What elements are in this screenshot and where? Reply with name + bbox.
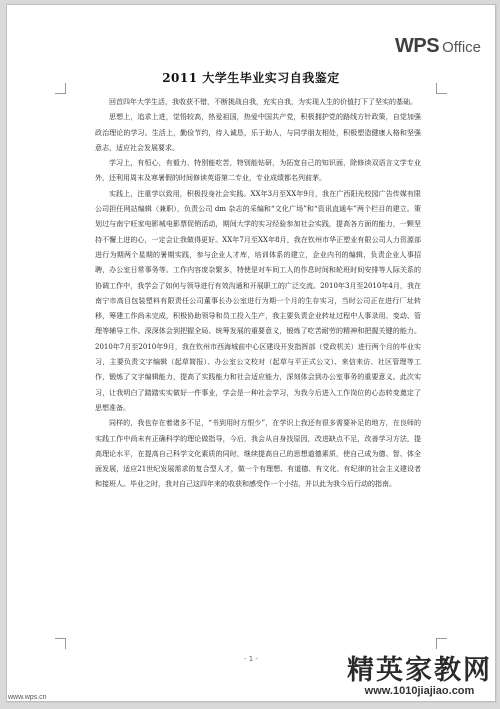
footer-url: www.wps.cn [8, 694, 47, 701]
paragraph-intro: 回首四年大学生活，我收获不错，不断挑战自我，充实自我，为实现人生的价值打下了坚实的基础。 [109, 98, 417, 106]
document-title: 2011 大学生毕业实习自我鉴定 [162, 71, 340, 85]
wps-logo-product: Office [442, 39, 481, 56]
paragraph-study: 学习上，有恒心，有毅力，特别能吃苦，特别能钻研，为拓宽自己的知识面，除修读双语言文学专业外，还利用周末及寒暑假的时间修读英语第二专业，专业成绩都名列前茅。 [95, 159, 421, 183]
paragraph-ideology: 思想上，追求上进，觉悟较高，热爱祖国，热爱中国共产党，积极拥护党的路线方针政策，自觉加强政治理论的学习。生活上，勤俭节约，待人诚恳，乐于助人，与同学朋友相处，积极塑造健康人格和坚强意志，适应社会发展要求。 [95, 113, 421, 152]
page-number: - 1 - [244, 655, 258, 663]
document-page [6, 4, 496, 702]
watermark-text: 精英家教网 [347, 655, 492, 686]
watermark-url: www.1010jiajiao.com [364, 685, 475, 697]
crop-mark-bottom-left [55, 638, 66, 649]
site-watermark [347, 648, 492, 697]
document-body [95, 95, 421, 493]
wps-logo-brand: WPS [395, 35, 440, 57]
paragraph-practice: 实践上，注重学以致用，积极投身社会实践。XX年3月至XX年9月，我在广西阳光校园广告传媒有限公司担任网站编辑（兼职），负责公司 dm 杂志的采编和“文化广场”和“资讯直通车”两个栏目的建立。策划过与南宁旺家电影城电影票促销活动，期间大学的实习经验参加社会实践，提高各方面的能力，一颗坚持不懈上进的心，一定会让我做得更好。XX年7月至XX年8月，我在钦州市华正塑业有限公司人力资源部进行为期两个星期的暑期实践，参与企业人才库，培训体系的建立，企业内刊的编辑，负责企业人事招聘，办公室日常事务等。工作内容庞杂繁多，特使是对车间工人的作息时间和轮班时间安排等人际关系的协调工作中，我学会了如何与领导进行有效沟通和开展职工的广泛交流。2010年3月至2010年4月，我在南宁市高目包装塑料有限责任公司董事长办公室进行为期一个月的生存实习，当时公司正在进行厂址转移，筹建工作尚未完成，积极协助领导和员工投入生产，我主要负责企业转址过程中人事录用、变动、管理等辅导工作。深深体会到把握全局、统筹发展的重要意义，锻炼了吃苦耐劳的精神和把握关键的能力。2010年7月至2010年9月，我在钦州市西海城前中心区建设开发指挥部（党政机关）进行两个月的毕业实习，主要负责文字编辑（起草简报）、办公室公文校对（起草与平正式公文）、来信来访、社区管理等工作，锻炼了文字编辑能力，提高了实践能力和社会适应能力，深刻体会到办公室事务的重要意义。此次实习，让我明白了踏踏实实做好一件事业，学会是一种社会学习，为我今后进入工作岗位的心态转变奠定了思想准备。 [95, 189, 421, 412]
wps-office-logo [395, 35, 481, 58]
paragraph-shortcomings: 同样的，我也存在着诸多不足，“书到用时方恨少”，在学识上我还有很多需要补足的地方，在良师的实践工作中尚未有正确科学的理论做指导，今后，我会从自身找原因，改进缺点不足，改善学习方法，提高理论水平，在提高自己科学文化素质的同时，继续提高自己的思想道德素质，使自己成为德、智、体全面发展，适应21世纪发展需求的复合型人才，做一个有理想、有道德、有文化、有纪律的社会主义建设者和接班人。毕业之时，我对自己这四年来的收获和感受作一个小结，并以此为我今后行动的指南。 [95, 419, 421, 489]
